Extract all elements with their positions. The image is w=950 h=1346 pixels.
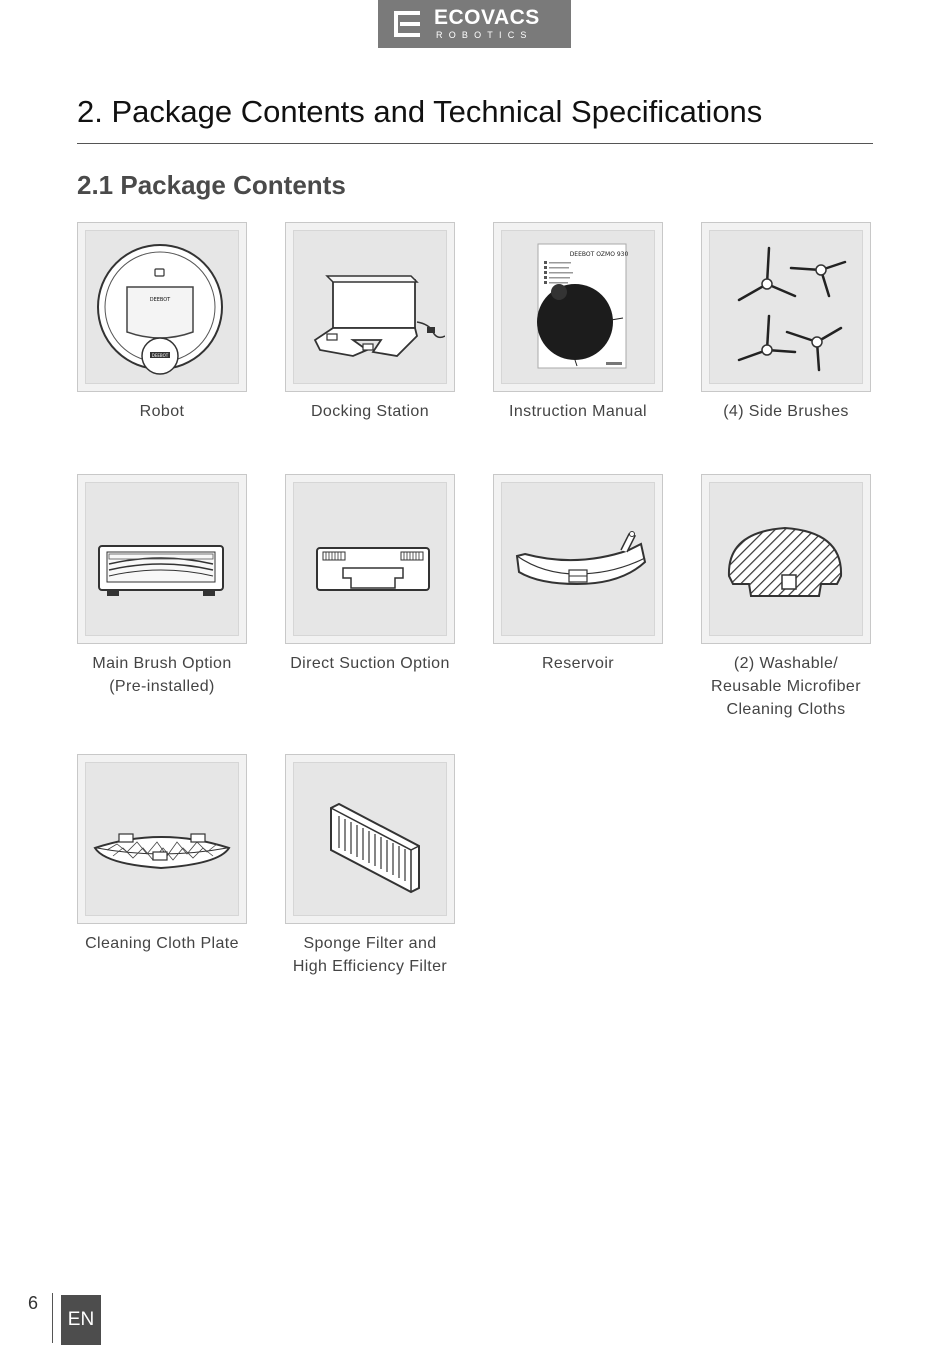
robot-label-text: DEEBOT <box>149 297 171 303</box>
item-caption: Docking Station <box>310 403 430 420</box>
docking-station-icon <box>295 232 445 382</box>
robot-turret-text: DEEBOT <box>151 353 169 358</box>
section-title: 2.1 Package Contents <box>77 170 346 200</box>
direct-suction-icon <box>295 484 445 634</box>
package-item-main-brush <box>77 474 249 698</box>
package-item-instruction-manual <box>493 222 665 423</box>
reservoir-icon <box>503 484 653 634</box>
item-caption: Robot <box>139 403 185 420</box>
item-caption: (4) Side Brushes <box>723 403 849 420</box>
package-item-docking-station <box>285 222 457 423</box>
ecovacs-logo <box>378 0 571 48</box>
manual-cover-title: DEEBOT OZMO 930 <box>569 251 629 258</box>
package-item-robot <box>77 222 249 423</box>
title-divider <box>77 143 873 144</box>
page-title: 2. Package Contents and Technical Specifications <box>77 94 763 129</box>
language-tab: EN <box>61 1295 101 1345</box>
package-item-microfiber-cloths <box>701 474 873 721</box>
item-caption: Main Brush Option (Pre-installed) <box>92 655 232 695</box>
item-caption: Sponge Filter and High Efficiency Filter <box>292 935 448 975</box>
package-item-reservoir <box>493 474 665 675</box>
cloth-plate-icon <box>87 764 237 914</box>
instruction-manual-icon <box>503 232 653 382</box>
main-brush-icon <box>87 484 237 634</box>
item-caption: Reservoir <box>541 655 615 672</box>
logo-brand: ECOVACS <box>434 6 540 29</box>
page-number: 6 <box>28 1293 39 1313</box>
logo-subtitle: ROBOTICS <box>436 30 533 40</box>
footer-divider <box>52 1293 53 1343</box>
item-caption: Cleaning Cloth Plate <box>85 935 239 952</box>
package-item-side-brushes <box>701 222 873 423</box>
package-item-cloth-plate <box>77 754 249 955</box>
item-caption: Direct Suction Option <box>290 655 450 672</box>
package-item-filter <box>285 754 457 978</box>
side-brushes-icon <box>711 232 861 382</box>
ecovacs-logo-icon <box>392 8 424 40</box>
item-caption: (2) Washable/ Reusable Microfiber Cleaning Cloths <box>711 655 861 718</box>
microfiber-cloth-icon <box>711 484 861 634</box>
item-caption: Instruction Manual <box>509 403 647 420</box>
filter-icon <box>295 764 445 914</box>
package-item-direct-suction <box>285 474 457 675</box>
robot-icon <box>87 232 237 382</box>
